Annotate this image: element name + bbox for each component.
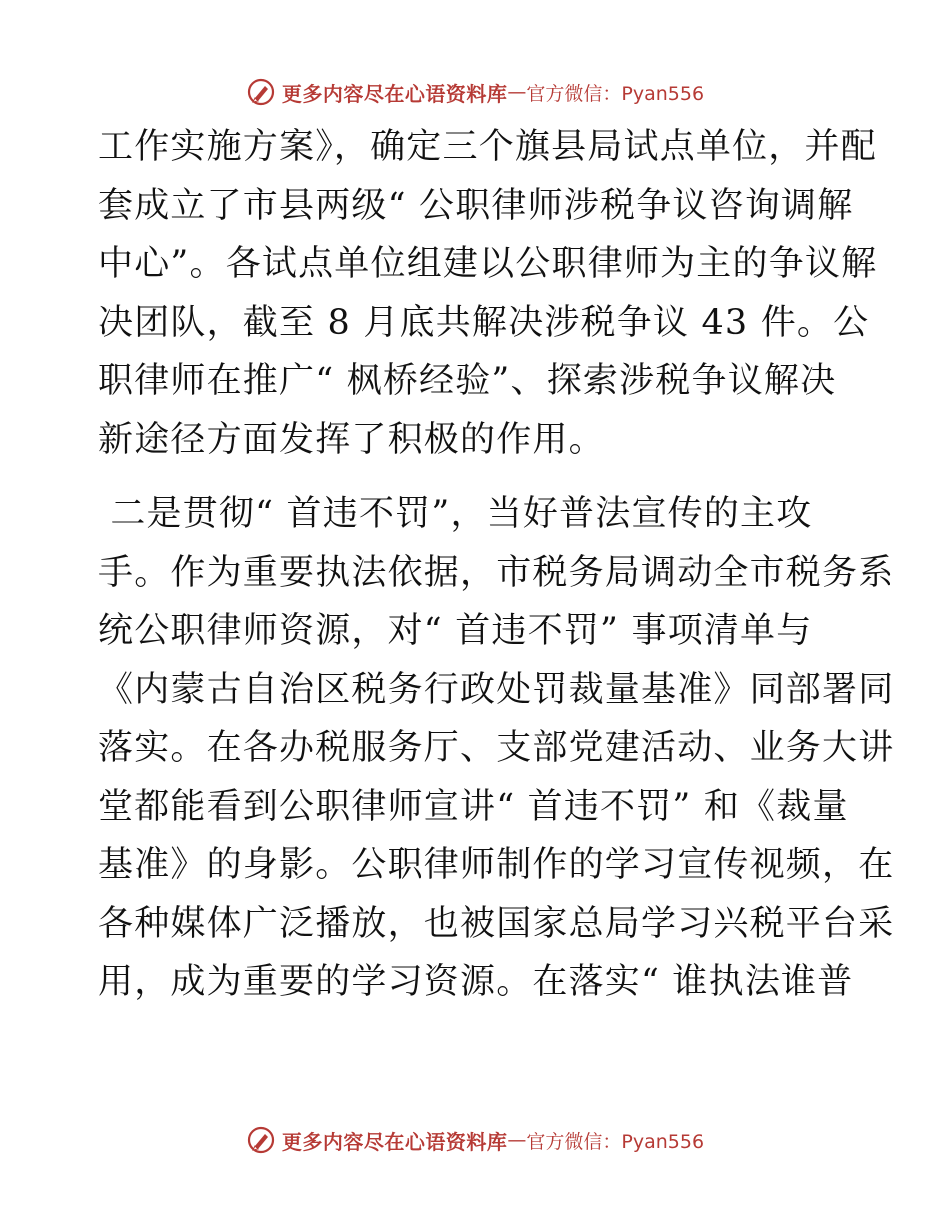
- header-banner: [0, 72, 950, 112]
- footer-banner: [0, 1120, 950, 1160]
- text-line: 职律师在推广“ 枫桥经验”、探索涉税争议解决: [98, 361, 837, 401]
- pen-logo-icon: [246, 77, 276, 107]
- paragraph: [98, 118, 878, 469]
- pen-logo-icon: [246, 1125, 276, 1155]
- text-line: 基准》的身影。公职律师制作的学习宣传视频，在: [98, 845, 895, 885]
- text-line: 落实。在各办税服务厅、支部党建活动、业务大讲: [98, 728, 895, 768]
- text-line: 用，成为重要的学习资源。在落实“ 谁执法谁普: [98, 962, 854, 1002]
- text-line: 手。作为重要执法依据，市税务局调动全市税务系: [98, 552, 895, 593]
- text-line: 中心”。各试点单位组建以公职律师为主的争议解: [98, 244, 878, 284]
- text-line: 新途径方面发挥了积极的作用。: [98, 419, 605, 460]
- text-line: 堂都能看到公职律师宣讲“ 首违不罚” 和《裁量: [98, 786, 849, 827]
- wechat-contact: 官方微信：Pyan556: [526, 82, 705, 105]
- paragraph: [98, 485, 895, 1012]
- text-line: 工作实施方案》，确定三个旗县局试点单位，并配: [98, 127, 877, 167]
- separator: —: [507, 1129, 527, 1151]
- site-name: 更多内容尽在心语资料库: [281, 1129, 508, 1154]
- text-line: 《内蒙古自治区税务行政处罚裁量基准》同部署同: [98, 669, 895, 710]
- site-name: 更多内容尽在心语资料库: [281, 81, 508, 106]
- text-line: 套成立了市县两级“ 公职律师涉税争议咨询调解: [98, 185, 854, 226]
- document-body: [98, 118, 895, 1012]
- separator: —: [507, 81, 527, 103]
- text-line: 决团队，截至 8 月底共解决涉税争议 43 件。公: [98, 302, 870, 343]
- text-line: 各种媒体广泛播放，也被国家总局学习兴税平台采: [98, 903, 895, 944]
- wechat-contact: 官方微信：Pyan556: [526, 1130, 705, 1153]
- text-line: 二是贯彻“ 首违不罚”，当好普法宣传的主攻: [98, 494, 813, 534]
- text-line: 统公职律师资源，对“ 首违不罚” 事项清单与: [98, 611, 813, 651]
- paragraph-gap: [98, 469, 850, 485]
